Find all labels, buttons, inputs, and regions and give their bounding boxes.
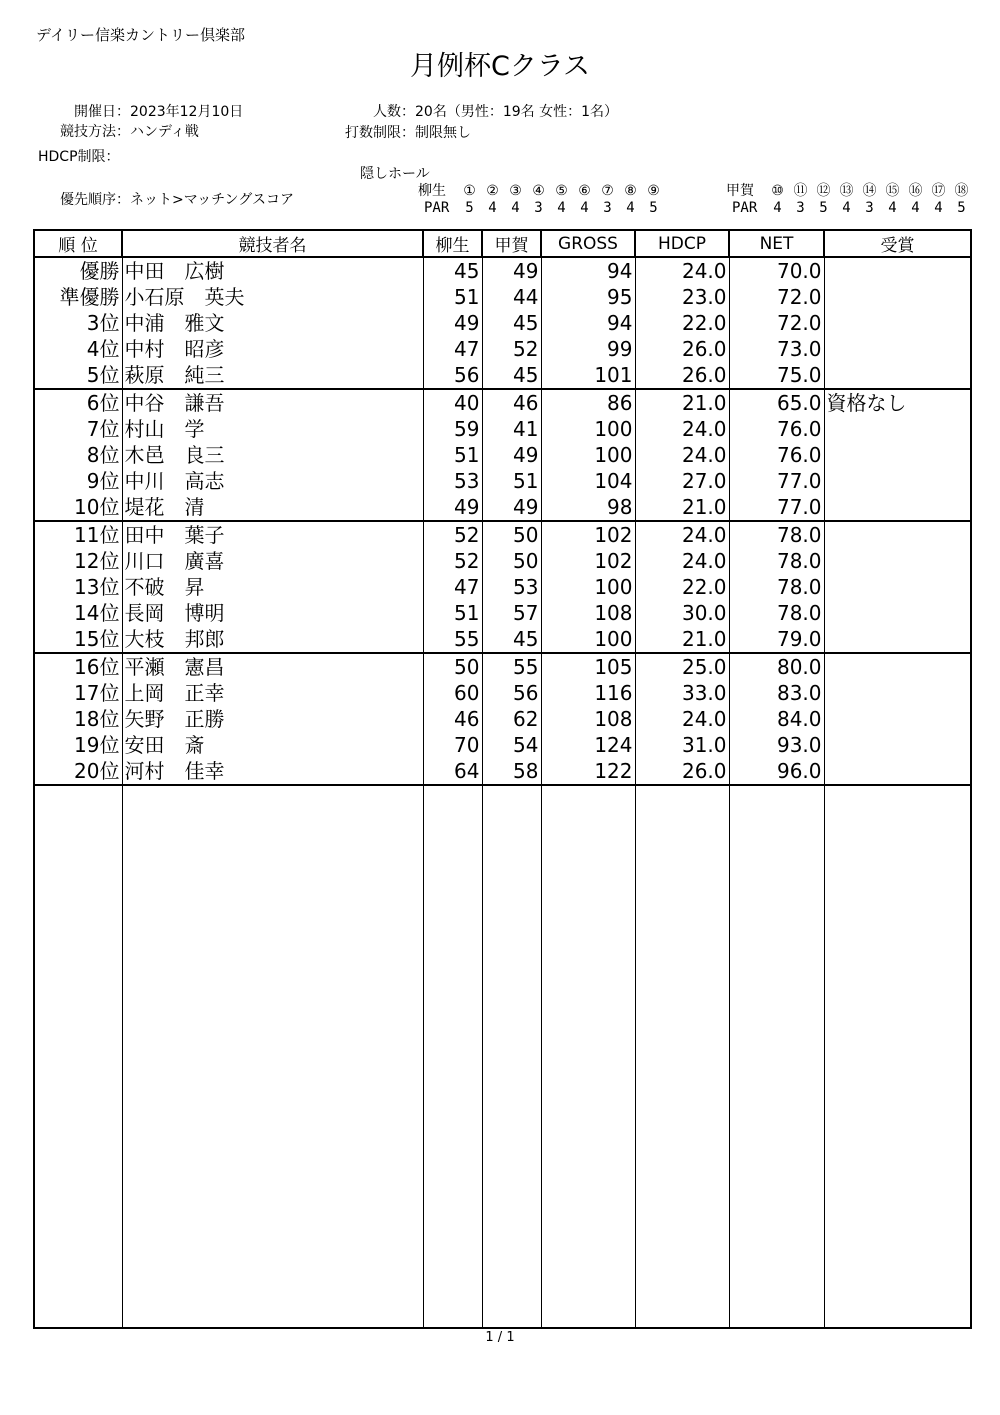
cell-rank: 11位 — [34, 521, 122, 548]
cell-gross: 102 — [541, 521, 635, 548]
front-par-row — [424, 200, 665, 216]
cell-hdcp: 24.0 — [635, 521, 729, 548]
cell-award — [824, 494, 971, 521]
date-label: 開催日： — [74, 104, 130, 120]
cell-out: 47 — [423, 336, 482, 362]
cell-in: 45 — [482, 626, 541, 653]
cell-in: 49 — [482, 494, 541, 521]
par-value: 4 — [888, 200, 897, 216]
cell-in: 49 — [482, 442, 541, 468]
table-row — [34, 257, 971, 284]
table-row — [34, 680, 971, 706]
table-row — [34, 653, 971, 680]
cell-rank: 4位 — [34, 336, 122, 362]
cell-award — [824, 336, 971, 362]
cell-award — [824, 758, 971, 785]
cell-rank: 13位 — [34, 574, 122, 600]
back-holes-row — [726, 180, 973, 200]
cell-in: 56 — [482, 680, 541, 706]
cell-in: 50 — [482, 548, 541, 574]
table-row — [34, 336, 971, 362]
cell-gross: 122 — [541, 758, 635, 785]
table-row — [34, 362, 971, 389]
par-value: 4 — [511, 200, 520, 216]
par-value: 5 — [819, 200, 828, 216]
cell-net: 78.0 — [729, 548, 824, 574]
empty-cell — [34, 785, 122, 1328]
cell-net: 93.0 — [729, 732, 824, 758]
cell-out: 55 — [423, 626, 482, 653]
hole-number: ⑭ — [862, 183, 877, 199]
par-value: 3 — [796, 200, 805, 216]
table-row — [34, 310, 971, 336]
cell-net: 77.0 — [729, 468, 824, 494]
cell-in: 53 — [482, 574, 541, 600]
cell-hdcp: 24.0 — [635, 416, 729, 442]
empty-cell — [482, 785, 541, 1328]
method-value: ハンディ戦 — [130, 124, 199, 140]
cell-rank: 優勝 — [34, 257, 122, 284]
empty-filler-row — [34, 785, 971, 1328]
hole-number: ⑰ — [931, 183, 946, 199]
table-row — [34, 706, 971, 732]
cell-net: 75.0 — [729, 362, 824, 389]
cell-in: 62 — [482, 706, 541, 732]
cell-name: 堤花 清 — [122, 494, 423, 521]
hole-number: ⑬ — [839, 183, 854, 199]
cell-gross: 100 — [541, 574, 635, 600]
cell-hdcp: 30.0 — [635, 600, 729, 626]
cell-out: 51 — [423, 600, 482, 626]
table-row — [34, 389, 971, 416]
cell-out: 64 — [423, 758, 482, 785]
cell-name: 河村 佳幸 — [122, 758, 423, 785]
cell-in: 44 — [482, 284, 541, 310]
hole-number: ⑤ — [555, 183, 568, 199]
cell-name: 中浦 雅文 — [122, 310, 423, 336]
front-course-name: 柳生 — [418, 183, 446, 199]
cell-gross: 105 — [541, 653, 635, 680]
cell-out: 52 — [423, 521, 482, 548]
date-row — [30, 101, 243, 121]
date-value: 2023年12月10日 — [130, 104, 244, 120]
cell-rank: 6位 — [34, 389, 122, 416]
cell-name: 中谷 謙吾 — [122, 389, 423, 416]
priority-value: ネット>マッチングスコア — [130, 192, 295, 208]
cell-net: 96.0 — [729, 758, 824, 785]
cell-net: 72.0 — [729, 310, 824, 336]
cell-hdcp: 22.0 — [635, 574, 729, 600]
cell-name: 長岡 博明 — [122, 600, 423, 626]
table-row — [34, 416, 971, 442]
par-value: 5 — [649, 200, 658, 216]
front-holes-row — [418, 180, 665, 200]
cell-out: 59 — [423, 416, 482, 442]
cell-net: 80.0 — [729, 653, 824, 680]
cell-rank: 18位 — [34, 706, 122, 732]
cell-in: 50 — [482, 521, 541, 548]
cell-name: 萩原 純三 — [122, 362, 423, 389]
cell-hdcp: 24.0 — [635, 706, 729, 732]
cell-in: 58 — [482, 758, 541, 785]
cell-net: 70.0 — [729, 257, 824, 284]
par-value: 4 — [911, 200, 920, 216]
stroke-value: 制限無し — [415, 125, 471, 141]
par-value: 3 — [534, 200, 543, 216]
cell-in: 55 — [482, 653, 541, 680]
back-par-row — [732, 200, 973, 216]
cell-out: 45 — [423, 257, 482, 284]
column-header: HDCP — [635, 230, 729, 257]
column-header: NET — [729, 230, 824, 257]
cell-in: 51 — [482, 468, 541, 494]
cell-hdcp: 25.0 — [635, 653, 729, 680]
cell-gross: 86 — [541, 389, 635, 416]
hole-number: ⑨ — [647, 183, 660, 199]
cell-out: 49 — [423, 310, 482, 336]
par-value: 4 — [626, 200, 635, 216]
table-row — [34, 758, 971, 785]
cell-award — [824, 468, 971, 494]
cell-hdcp: 31.0 — [635, 732, 729, 758]
cell-rank: 15位 — [34, 626, 122, 653]
cell-out: 70 — [423, 732, 482, 758]
par-value: 4 — [557, 200, 566, 216]
club-name: デイリー信楽カントリー倶楽部 — [36, 26, 245, 44]
hole-number: ⑮ — [885, 183, 900, 199]
cell-out: 52 — [423, 548, 482, 574]
cell-rank: 12位 — [34, 548, 122, 574]
cell-net: 77.0 — [729, 494, 824, 521]
cell-name: 不破 昇 — [122, 574, 423, 600]
cell-award — [824, 732, 971, 758]
stroke-label: 打数制限： — [345, 125, 415, 141]
par-value: 3 — [865, 200, 874, 216]
cell-gross: 104 — [541, 468, 635, 494]
cell-in: 49 — [482, 257, 541, 284]
cell-out: 53 — [423, 468, 482, 494]
cell-award — [824, 521, 971, 548]
cell-gross: 108 — [541, 706, 635, 732]
cell-out: 46 — [423, 706, 482, 732]
players-row — [310, 101, 618, 121]
table-row — [34, 626, 971, 653]
cell-hdcp: 24.0 — [635, 442, 729, 468]
cell-out: 50 — [423, 653, 482, 680]
priority-label: 優先順序： — [60, 192, 130, 208]
cell-out: 56 — [423, 362, 482, 389]
empty-cell — [122, 785, 423, 1328]
cell-name: 平瀬 憲昌 — [122, 653, 423, 680]
cell-net: 79.0 — [729, 626, 824, 653]
cell-rank: 10位 — [34, 494, 122, 521]
cell-award — [824, 574, 971, 600]
cell-name: 上岡 正幸 — [122, 680, 423, 706]
cell-award — [824, 626, 971, 653]
hidden-holes-label: 隠しホール — [360, 166, 430, 182]
cell-net: 78.0 — [729, 600, 824, 626]
stroke-row — [310, 122, 471, 142]
cell-hdcp: 33.0 — [635, 680, 729, 706]
cell-gross: 116 — [541, 680, 635, 706]
cell-hdcp: 21.0 — [635, 389, 729, 416]
cell-award — [824, 653, 971, 680]
cell-gross: 99 — [541, 336, 635, 362]
cell-hdcp: 27.0 — [635, 468, 729, 494]
cell-out: 40 — [423, 389, 482, 416]
method-label: 競技方法： — [60, 124, 130, 140]
empty-cell — [824, 785, 971, 1328]
cell-in: 52 — [482, 336, 541, 362]
cell-gross: 108 — [541, 600, 635, 626]
par-value: 3 — [603, 200, 612, 216]
cell-in: 46 — [482, 389, 541, 416]
hdcp-limit-label: HDCP制限： — [38, 149, 120, 165]
cell-out: 49 — [423, 494, 482, 521]
cell-net: 84.0 — [729, 706, 824, 732]
cell-rank: 19位 — [34, 732, 122, 758]
cell-rank: 16位 — [34, 653, 122, 680]
cell-out: 51 — [423, 442, 482, 468]
par-value: 5 — [957, 200, 966, 216]
column-header: 甲賀 — [482, 230, 541, 257]
cell-name: 木邑 良三 — [122, 442, 423, 468]
cell-in: 54 — [482, 732, 541, 758]
cell-rank: 3位 — [34, 310, 122, 336]
cell-net: 76.0 — [729, 416, 824, 442]
cell-award — [824, 310, 971, 336]
table-row — [34, 284, 971, 310]
hole-number: ⑥ — [578, 183, 591, 199]
cell-name: 中田 広樹 — [122, 257, 423, 284]
hole-number: ⑦ — [601, 183, 614, 199]
table-row — [34, 732, 971, 758]
cell-gross: 100 — [541, 442, 635, 468]
cell-out: 47 — [423, 574, 482, 600]
table-row — [34, 494, 971, 521]
cell-hdcp: 21.0 — [635, 494, 729, 521]
cell-rank: 14位 — [34, 600, 122, 626]
cell-award — [824, 442, 971, 468]
cell-gross: 95 — [541, 284, 635, 310]
empty-cell — [729, 785, 824, 1328]
empty-cell — [635, 785, 729, 1328]
cell-net: 78.0 — [729, 574, 824, 600]
cell-net: 65.0 — [729, 389, 824, 416]
cell-gross: 124 — [541, 732, 635, 758]
cell-hdcp: 22.0 — [635, 310, 729, 336]
cell-award — [824, 362, 971, 389]
cell-out: 51 — [423, 284, 482, 310]
table-row — [34, 521, 971, 548]
cell-hdcp: 26.0 — [635, 362, 729, 389]
cell-name: 中川 高志 — [122, 468, 423, 494]
cell-in: 41 — [482, 416, 541, 442]
cell-award — [824, 600, 971, 626]
cell-net: 83.0 — [729, 680, 824, 706]
cell-name: 田中 葉子 — [122, 521, 423, 548]
par-value: 4 — [580, 200, 589, 216]
priority-row — [30, 189, 294, 209]
hole-number: ① — [463, 183, 476, 199]
column-header: 柳生 — [423, 230, 482, 257]
table-header-row — [34, 230, 971, 257]
cell-gross: 102 — [541, 548, 635, 574]
page-number: 1 / 1 — [485, 1330, 515, 1345]
hole-number: ⑪ — [793, 183, 808, 199]
cell-award — [824, 416, 971, 442]
players-label: 人数： — [373, 104, 415, 120]
empty-cell — [423, 785, 482, 1328]
table-row — [34, 600, 971, 626]
cell-out: 60 — [423, 680, 482, 706]
cell-rank: 9位 — [34, 468, 122, 494]
cell-in: 45 — [482, 310, 541, 336]
cell-award — [824, 706, 971, 732]
hole-number: ⑧ — [624, 183, 637, 199]
cell-rank: 17位 — [34, 680, 122, 706]
hole-number: ⑱ — [954, 183, 969, 199]
hole-number: ⑯ — [908, 183, 923, 199]
cell-rank: 8位 — [34, 442, 122, 468]
par-label: PAR — [732, 200, 758, 216]
players-value: 20名（男性：19名 女性：1名） — [415, 104, 618, 120]
cell-in: 57 — [482, 600, 541, 626]
column-header: 順 位 — [34, 230, 122, 257]
table-row — [34, 442, 971, 468]
par-value: 4 — [934, 200, 943, 216]
cell-name: 村山 学 — [122, 416, 423, 442]
cell-rank: 7位 — [34, 416, 122, 442]
cell-net: 73.0 — [729, 336, 824, 362]
cell-name: 中村 昭彦 — [122, 336, 423, 362]
par-value: 5 — [465, 200, 474, 216]
column-header: GROSS — [541, 230, 635, 257]
hole-number: ④ — [532, 183, 545, 199]
cell-award — [824, 548, 971, 574]
hole-number: ③ — [509, 183, 522, 199]
cell-rank: 20位 — [34, 758, 122, 785]
cell-hdcp: 24.0 — [635, 548, 729, 574]
cell-name: 川口 廣喜 — [122, 548, 423, 574]
hole-number: ⑩ — [771, 183, 784, 199]
cell-name: 小石原 英夫 — [122, 284, 423, 310]
page-title: 月例杯Cクラス — [409, 51, 591, 82]
cell-gross: 100 — [541, 626, 635, 653]
results-table — [33, 229, 972, 1329]
cell-gross: 98 — [541, 494, 635, 521]
cell-net: 72.0 — [729, 284, 824, 310]
cell-rank: 5位 — [34, 362, 122, 389]
cell-award — [824, 257, 971, 284]
cell-in: 45 — [482, 362, 541, 389]
cell-hdcp: 24.0 — [635, 257, 729, 284]
cell-name: 矢野 正勝 — [122, 706, 423, 732]
cell-award: 資格なし — [824, 389, 971, 416]
cell-hdcp: 26.0 — [635, 758, 729, 785]
table-row — [34, 468, 971, 494]
cell-name: 安田 斎 — [122, 732, 423, 758]
method-row — [30, 121, 199, 141]
cell-name: 大枝 邦郎 — [122, 626, 423, 653]
back-course-name: 甲賀 — [726, 183, 754, 199]
cell-gross: 100 — [541, 416, 635, 442]
table-row — [34, 574, 971, 600]
cell-award — [824, 284, 971, 310]
empty-cell — [541, 785, 635, 1328]
hole-number: ② — [486, 183, 499, 199]
cell-award — [824, 680, 971, 706]
par-value: 4 — [842, 200, 851, 216]
cell-rank: 準優勝 — [34, 284, 122, 310]
hole-number: ⑫ — [816, 183, 831, 199]
table-row — [34, 548, 971, 574]
column-header: 受賞 — [824, 230, 971, 257]
par-value: 4 — [773, 200, 782, 216]
cell-hdcp: 23.0 — [635, 284, 729, 310]
cell-net: 76.0 — [729, 442, 824, 468]
cell-hdcp: 21.0 — [635, 626, 729, 653]
cell-gross: 101 — [541, 362, 635, 389]
cell-net: 78.0 — [729, 521, 824, 548]
column-header: 競技者名 — [122, 230, 423, 257]
cell-hdcp: 26.0 — [635, 336, 729, 362]
cell-gross: 94 — [541, 257, 635, 284]
cell-gross: 94 — [541, 310, 635, 336]
par-label: PAR — [424, 200, 450, 216]
par-value: 4 — [488, 200, 497, 216]
